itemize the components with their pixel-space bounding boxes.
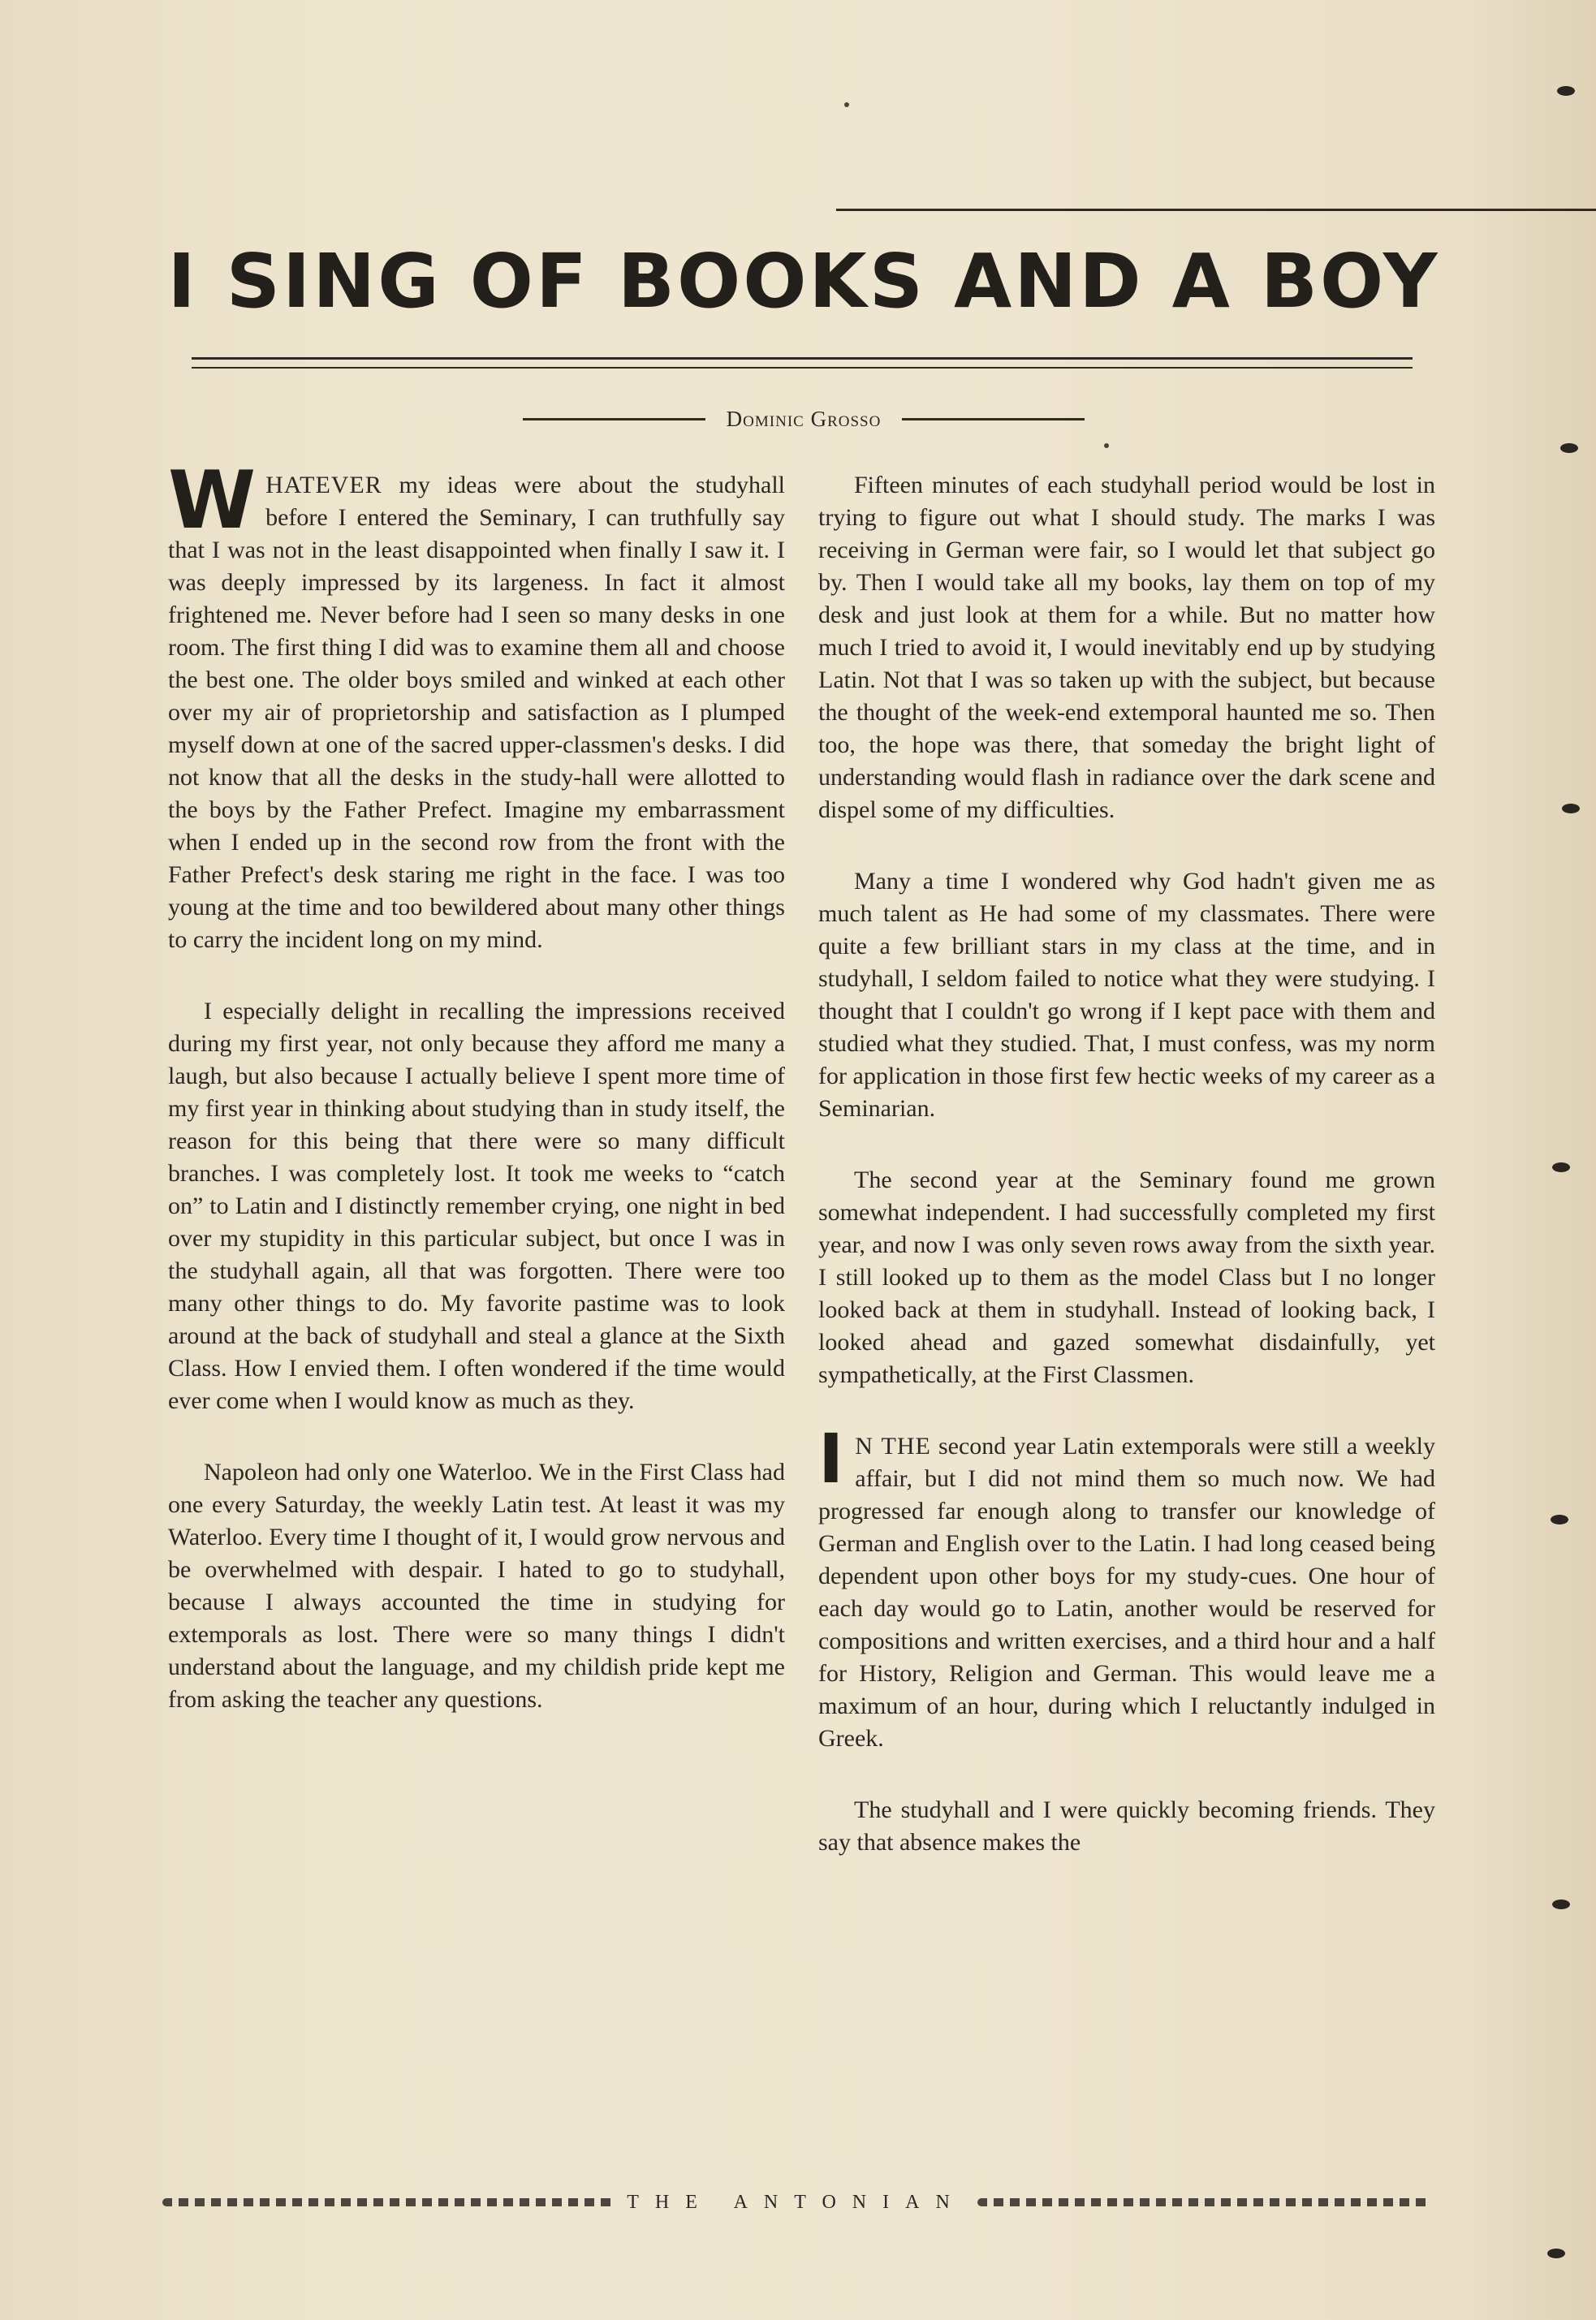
title-rule — [192, 367, 1413, 369]
footer-ornament-left — [162, 2198, 615, 2206]
byline — [487, 403, 1120, 435]
byline-rule-right — [902, 418, 1085, 420]
page-footer — [162, 2190, 1430, 2214]
paragraph — [168, 455, 785, 956]
author-name: Dominic Grosso — [726, 406, 882, 431]
paragraph: Fifteen minutes of each studyhall period would be lost in trying to figure out what I should study. The marks I was receiving in German were fair, so I would let that subject go by. Then I would take all my books, lay them on top of my desk and just look at them for a while. But no matter how much I tried to avoid it, I would inevitably end up by studying Latin. Not that I was so taken up with the subject, but because the thought of the week-end extemporal haunted me so. Then too, the hope was there, that someday the bright light of understanding would flash in radiance over the dark scene and dispel some of my difficulties. — [818, 472, 1435, 823]
footer-ornament-right — [977, 2198, 1430, 2206]
paragraph: The second year at the Seminary found me grown somewhat independent. I had successfully completed my first year, and now I was only seven rows away from the sixth year. I still looked up to them as the model Class but I no longer looked back at them in studyhall. Instead of looking back, I looked ahead and gazed somewhat disdainfully, yet sympathetically, at the First Classmen. — [818, 1166, 1435, 1388]
binding-hole-mark — [1562, 804, 1580, 813]
left-column — [168, 455, 785, 1755]
top-rule — [836, 209, 1596, 211]
drop-cap: W — [168, 455, 257, 547]
binding-hole-mark — [1551, 1515, 1568, 1524]
binding-hole-mark — [1552, 1900, 1570, 1909]
title-rule — [192, 357, 1413, 360]
article-title: I SING OF BOOKS AND A BOY — [167, 238, 1440, 325]
binding-hole-mark — [1552, 1162, 1570, 1172]
binding-hole-mark — [1547, 2249, 1565, 2258]
paper-speck — [1104, 443, 1109, 448]
lead-word: HATEVER — [265, 472, 382, 498]
drop-cap: I — [818, 1419, 844, 1499]
publication-name: THE ANTONIAN — [627, 2191, 966, 2213]
paper-speck — [844, 102, 849, 107]
right-column — [818, 469, 1435, 1898]
byline-rule-left — [523, 418, 705, 420]
paragraph — [818, 1419, 1435, 1755]
paragraph-text: my ideas were about the studyhall before I entered the Seminary, I can truthfully say that I was not in the least disappointed when finally I saw it. I was deeply impressed by its largeness. In fact it almost frightened me. Never before had I seen so many desks in one room. The first thing I did was to examine them all and choose the best one. The older boys smiled and winked at each other over my air of proprietorship and satisfaction as I plumped myself down at one of the sacred upper-classmen's desks. I did not know that all the desks in the study-hall were allotted to the boys by the Father Prefect. Imagine my embarrassment when I ended up in the second row from the front with the Father Prefect's desk staring me right in the face. I was too young at the time and too bewildered about many other things to carry the incident long on my mind. — [168, 472, 785, 953]
lead-word: N THE — [855, 1433, 931, 1460]
paragraph: The studyhall and I were quickly becoming friends. They say that absence makes the — [818, 1796, 1435, 1856]
binding-hole-mark — [1557, 86, 1575, 96]
paragraph: I especially delight in recalling the impressions received during my first year, not only because they afford me many a laugh, but also because I actually believe I spent more time of my first year in thinking about studying than in study itself, the reason for this being that there were so many difficult branches. I was completely lost. It took me weeks to “catch on” to Latin and I distinctly remember crying, one night in bed over my stupidity in this particular subject, but once I was in the studyhall again, all that was forgotten. There were too many other things to do. My favorite pastime was to look around at the back of studyhall and steal a glance at the Sixth Class. How I envied them. I often wondered if the time would ever come when I would know as much as they. — [168, 998, 785, 1414]
paragraph: Napoleon had only one Waterloo. We in the First Class had one every Saturday, the weekly Latin test. At least it was my Waterloo. Every time I thought of it, I would grow nervous and be overwhelmed with despair. I hated to go to studyhall, because I always accounted the time in studying for extemporals as lost. There were so many things I didn't understand about the language, and my childish pride kept me from asking the teacher any questions. — [168, 1459, 785, 1713]
binding-hole-mark — [1560, 443, 1578, 453]
paragraph: Many a time I wondered why God hadn't given me as much talent as He had some of my classmates. There were quite a few brilliant stars in my class at the time, and in studyhall, I seldom failed to notice what they were studying. I thought that I couldn't go wrong if I kept pace with them and studied what they studied. That, I must confess, was my norm for application in those first few hectic weeks of my career as a Seminarian. — [818, 868, 1435, 1122]
paragraph-text: second year Latin extemporals were still a weekly affair, but I did not mind them so much now. We had progressed far enough along to transfer our knowledge of German and English over to the Latin. I had long ceased being dependent upon other boys for my study-cues. One hour of each day would go to Latin, another would be reserved for compositions and written exercises, and a third hour and a half for History, Religion and German. This would leave me a maximum of an hour, during which I reluctantly indulged in Greek. — [818, 1433, 1435, 1752]
